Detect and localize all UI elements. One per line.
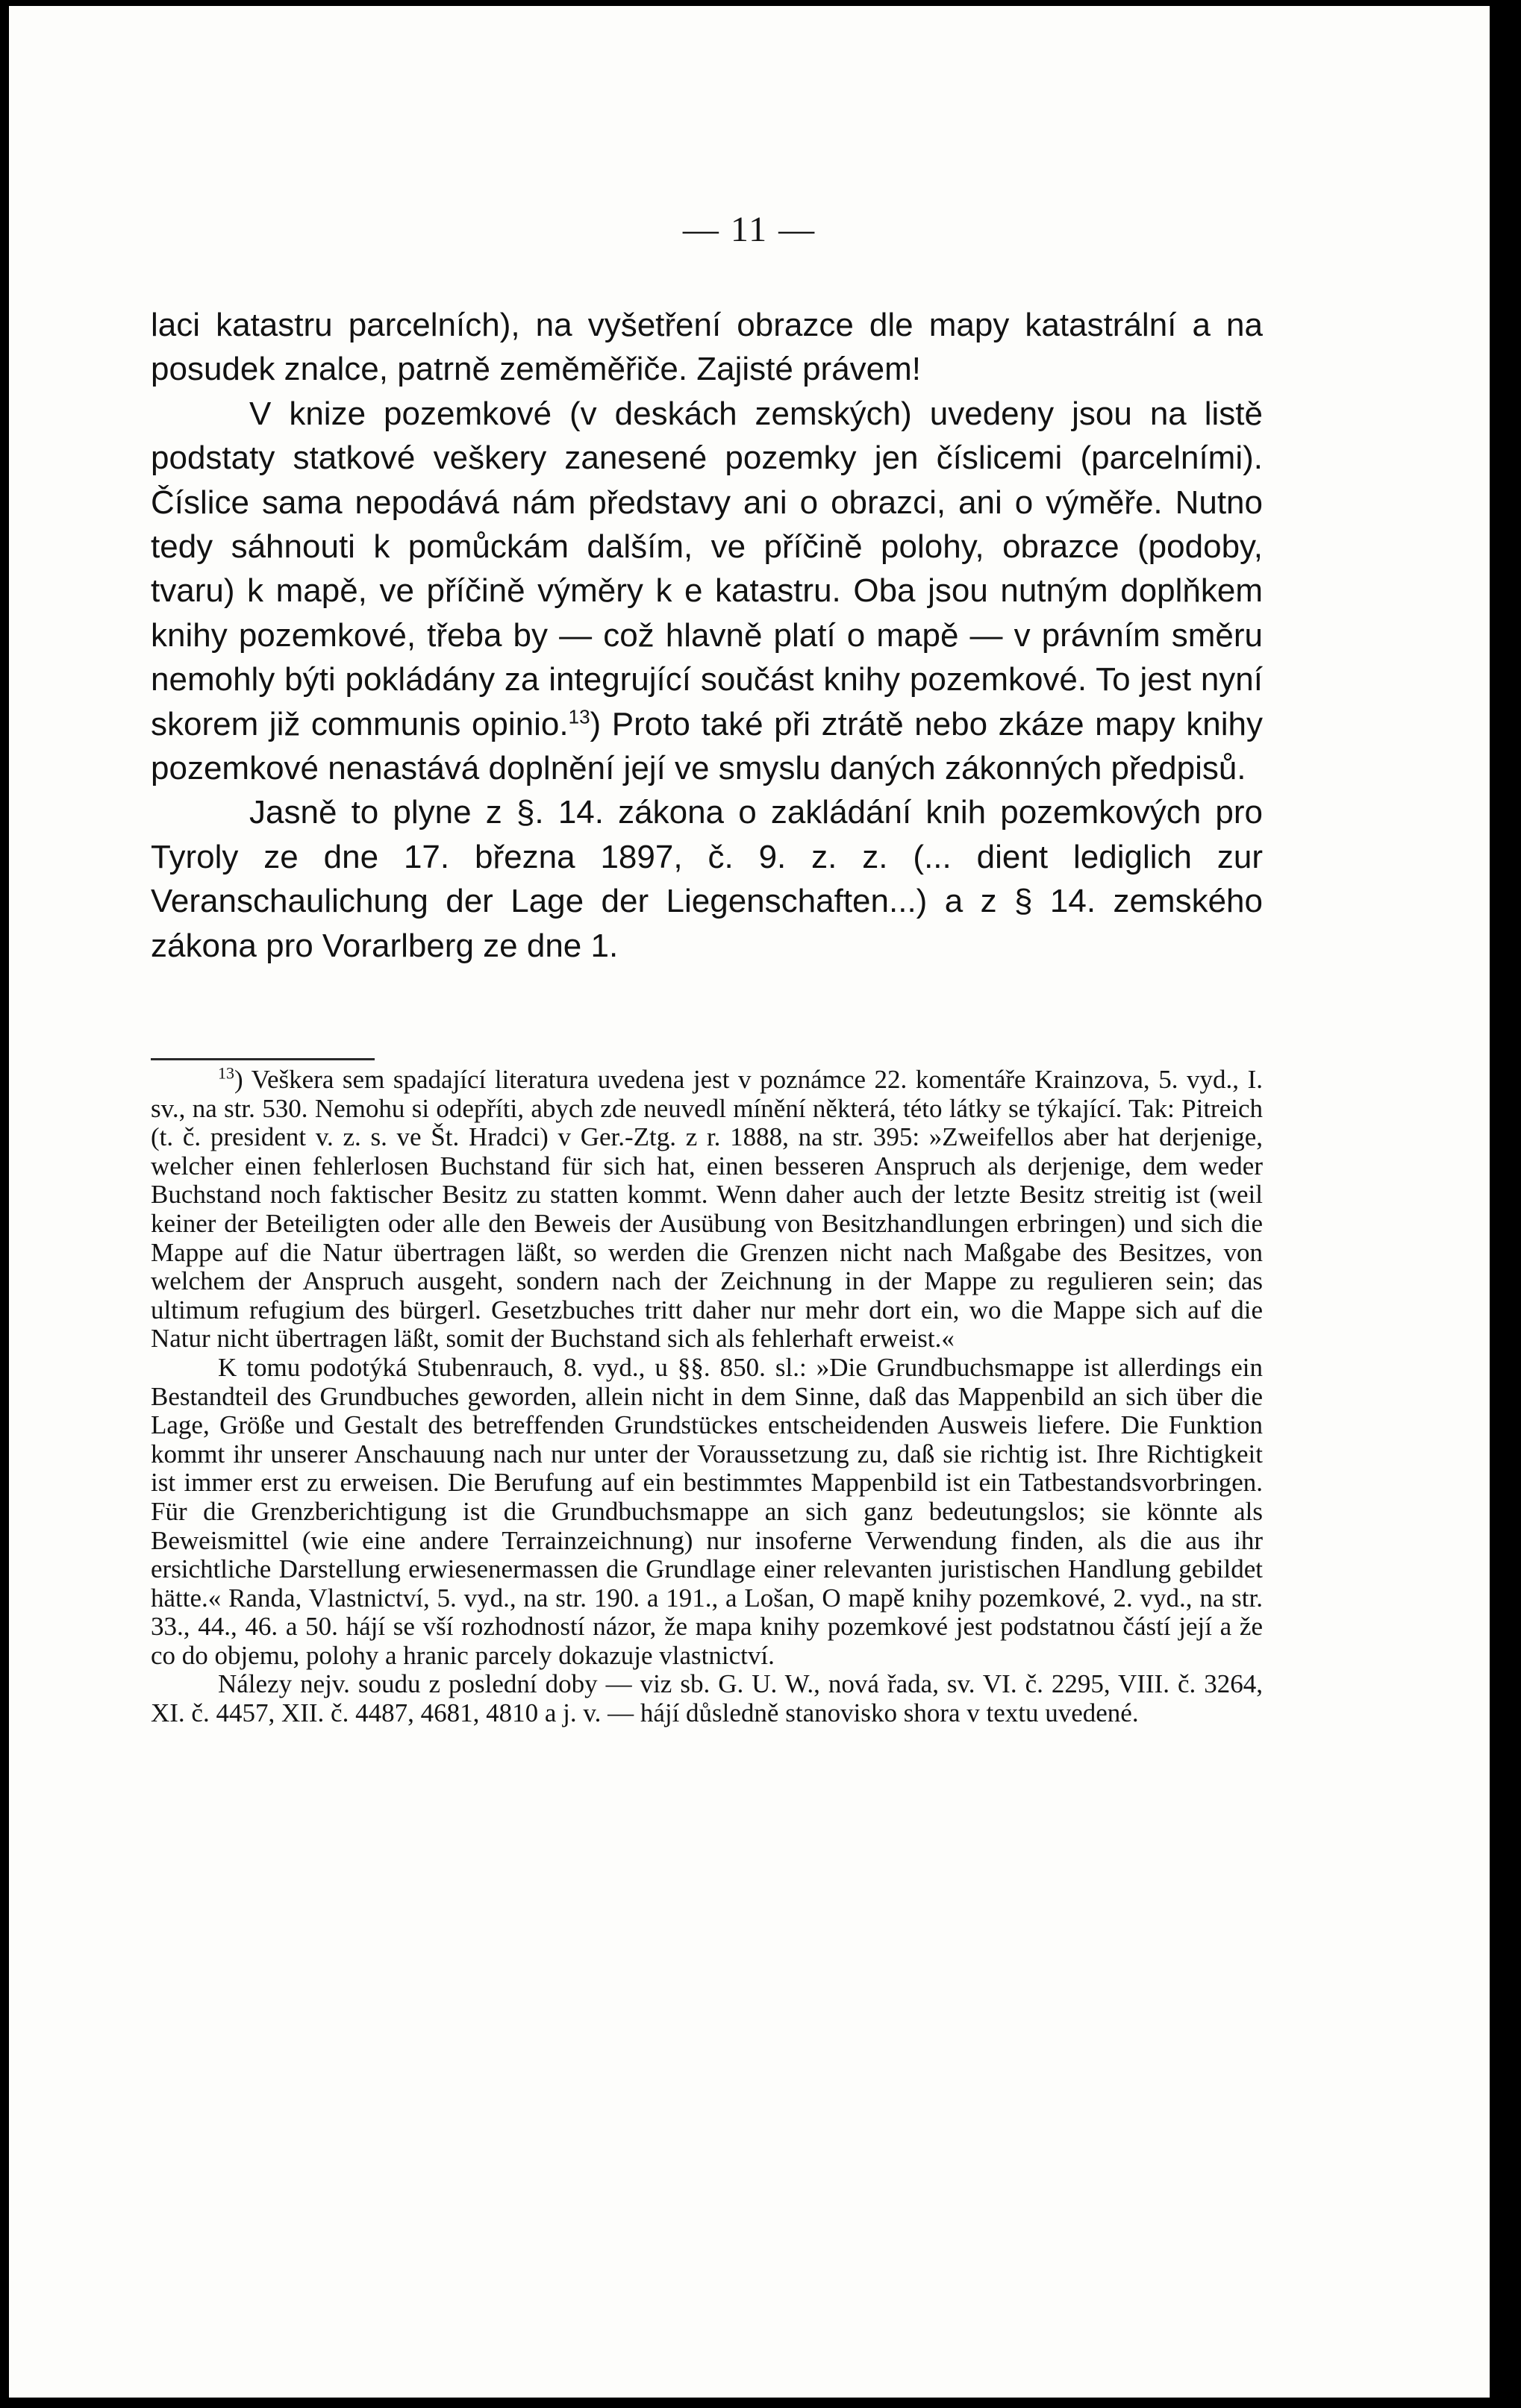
footnotes: [151, 1063, 1263, 1728]
footnote-text: ) Veškera sem spadající literatura uvedena jest v poznámce 22. komentáře Krainzova, 5. vyd., I. sv., na str. 530. Nemohu si odepříti, abych zde neuvedl mínění některá, této látky se týkající. Tak: Pitreich (t. č. president v. z. s. ve Št. Hradci) v Ger.-Ztg. z r. 1888, na str. 395: »Zweifellos aber hat derjenige, welcher einen fehlerlosen Buchstand für sich hat, einen besseren Anspruch als derjenige, dem weder Buchstand noch faktischer Besitz zu statten kommt. Wenn daher auch der letzte Besitz streitig ist (weil keiner der Beteiligten oder alle den Beweis der Ausübung von Besitzhandlungen erbringen) und sich die Mappe auf die Natur übertragen läßt, so werden die Grenzen nicht nach Maßgabe des Besitzes, von welchem der Anspruch ausgeht, sondern nach der Zeichnung in der Mappe zu regulieren sein; das ultimum refugium des bürgerl. Gesetzbuches tritt daher nur mehr dort ein, wo die Mappe sich auf die Natur nicht übertragen läßt, somit der Buchstand sich als fehlerhaft erweist.«: [151, 1065, 1263, 1354]
footnote-reference: 13: [568, 705, 590, 728]
footnote-stubenrauch: K tomu podotýká Stubenrauch, 8. vyd., u §§. 850. sl.: »Die Grundbuchsmappe ist allerdings ein Bestandteil des Grundbuches geworden, allein nicht in dem Sinne, daß das Mappenbild an sich über die Lage, Größe und Gestalt des betreffenden Grundstückes entscheidenden Ausweis liefere. Die Funktion kommt ihr unserer Anschauung nach nur unter der Voraussetzung zu, daß sie richtig ist. Ihre Richtigkeit ist immer erst zu erweisen. Die Berufung auf ein bestimmtes Mappenbild ist ein Tatbestandsvorbringen. Für die Grenzberichtigung ist die Grundbuchsmappe an sich ganz bedeutungslos; sie könnte als Beweismittel (wie eine andere Terrainzeichnung) nur insoferne Verwendung finden, als die aus ihr ersichtliche Darstellung erwiesenermassen die Grundlage einer relevanten juristischen Handlung gebildet hätte.« Randa, Vlastnictví, 5. vyd., na str. 190. a 191., a Lošan, O mapě knihy pozemkové, 2. vyd., na str. 33., 44., 46. a 50. hájí se vší rozhodností názor, že mapa knihy pozemkové jest podstatnou částí její a že co do objemu, polohy a hranic parcely dokazuje vlastnictví.: [151, 1352, 1263, 1670]
footnote-number: 13: [218, 1063, 234, 1083]
main-text: [151, 303, 1263, 968]
footnote-13: [151, 1063, 1263, 1354]
page-number: — 11 —: [682, 210, 816, 249]
paragraph-text-cont: ) Proto také při ztrátě nebo zkáze mapy knihy pozemkové nenastává doplnění její ve smyslu daných zákonných předpisů.: [151, 705, 1264, 787]
paragraph-continuation: laci katastru parcelních), na vyšetření obrazce dle mapy katastrální a na posudek znalce, patrně zeměměřiče. Zajisté právem!: [151, 307, 1263, 388]
footnote-rulings: Nálezy nejv. soudu z poslední doby — viz sb. G. U. W., nová řada, sv. VI. č. 2295, VIII. č. 3264, XI. č. 4457, XII. č. 4487, 4681, 4810 a j. v. — hájí důsledně stanovisko shora v textu uvedené.: [151, 1669, 1263, 1728]
paragraph-text: V knize pozemkové (v deskách zemských) uvedeny jsou na listě podstaty statkové veškery zanesené pozemky jen číslicemi (parcelními). Číslice sama nepodává nám představy ani o obrazci, ani o výměře. Nutno tedy sáhnouti k pomůckám dalším, ve příčině polohy, obrazce (podoby, tvaru) k mapě, ve příčině výměry k e katastru. Oba jsou nutným doplňkem knihy pozemkové, třeba by — což hlavně platí o mapě — v právním směru nemohly býti pokládány za integrující součást knihy pozemkové. To jest nyní skorem již communis opinio.: [151, 395, 1263, 742]
paragraph-tyrol-law: Jasně to plyne z §. 14. zákona o zakládání knih pozemkových pro Tyroly ze dne 17. března 1897, č. 9. z. z. (... dient lediglich zur Veranschaulichung der Lage der Liegenschaften...) a z § 14. zemského zákona pro Vorarlberg ze dne 1.: [151, 794, 1263, 964]
scanned-page: [9, 6, 1490, 2398]
paragraph-land-register: [151, 392, 1263, 791]
footnote-divider: [151, 1058, 375, 1060]
